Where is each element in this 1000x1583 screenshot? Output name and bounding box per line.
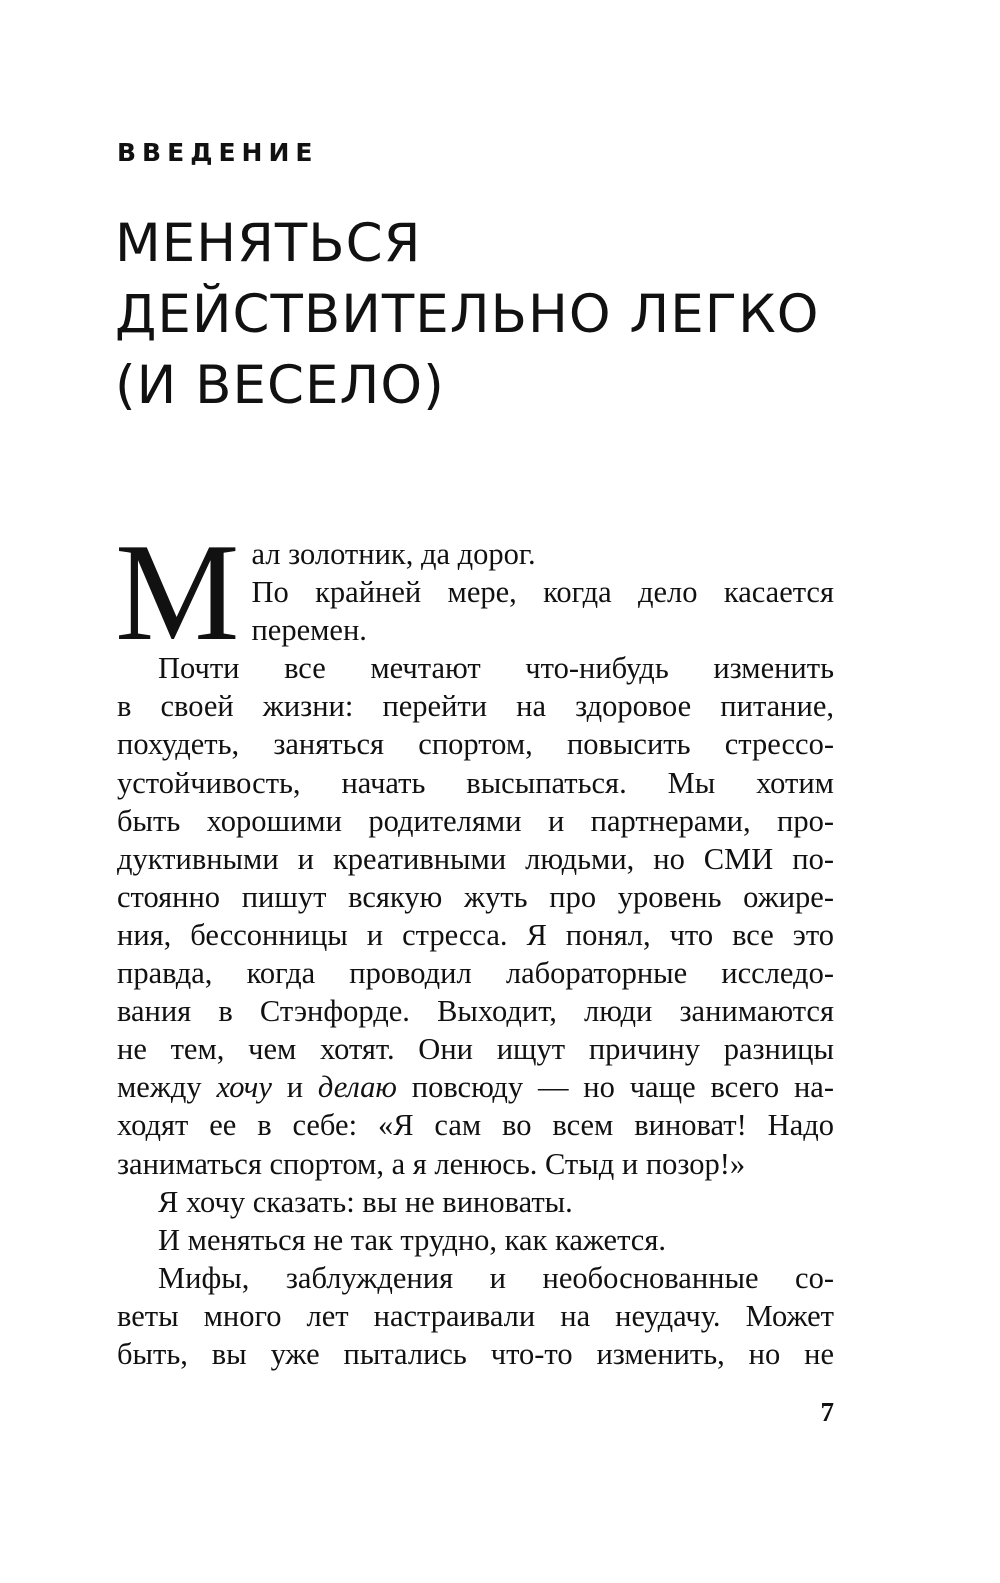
paragraph-5	[117, 1259, 834, 1373]
emphasis-word: хочу	[216, 1070, 272, 1105]
text-fragment: между	[117, 1070, 217, 1105]
text-line: Почти все мечтают что-нибудь изменить	[158, 651, 834, 686]
text-line: вания в Стэнфорде. Выходит, люди занимаются	[117, 994, 834, 1029]
text-fragment: повсюду — но чаще всего на-	[396, 1070, 834, 1105]
text-line: Мифы, заблуждения и необоснованные со-	[158, 1260, 834, 1295]
text-line: ния, бессонницы и стресса. Я понял, что все это	[117, 917, 834, 952]
text-line-with-emphasis	[117, 1068, 834, 1106]
text-fragment: и	[271, 1070, 318, 1105]
emphasis-word: делаю	[317, 1070, 397, 1105]
text-line: Я хочу сказать: вы не виноваты.	[158, 1184, 573, 1219]
chapter-title	[115, 208, 915, 421]
text-line: устойчивость, начать высыпаться. Мы хотим	[117, 765, 834, 800]
text-line: заниматься спортом, а я ленюсь. Стыд и позор!»	[117, 1146, 746, 1181]
paragraph-3	[117, 1183, 834, 1221]
text-line: ходят ее в себе: «Я сам во всем виноват! Надо	[117, 1108, 834, 1143]
text-line: не тем, чем хотят. Они ищут причину разницы	[117, 1032, 834, 1067]
paragraph-4	[117, 1221, 834, 1259]
text-line: По крайней мере, когда дело касается	[251, 575, 834, 610]
page-number: 7	[820, 1397, 834, 1427]
drop-cap: М	[115, 515, 240, 670]
text-line: похудеть, заняться спортом, повысить стрессо-	[117, 727, 834, 762]
text-line: быть хорошими родителями и партнерами, про-	[117, 803, 834, 838]
chapter-title-line-2: ДЕЙСТВИТЕЛЬНО ЛЕГКО	[115, 284, 820, 345]
body-text	[115, 515, 834, 1373]
text-line: И меняться не так трудно, как кажется.	[158, 1222, 666, 1257]
text-line: перемен.	[251, 613, 367, 648]
text-line: быть, вы уже пытались что-то изменить, но не	[117, 1336, 834, 1371]
text-line: правда, когда проводил лабораторные исследо-	[117, 956, 834, 991]
chapter-title-line-1: МЕНЯТЬСЯ	[115, 213, 422, 274]
text-line: в своей жизни: перейти на здоровое питание,	[117, 689, 834, 724]
paragraph-2	[117, 649, 834, 1182]
text-line: веты много лет настраивали на неудачу. Может	[117, 1298, 834, 1333]
text-line: ал золотник, да дорог.	[251, 537, 536, 571]
text-line: стоянно пишут всякую жуть про уровень ожире-	[117, 879, 834, 914]
text-line: дуктивными и креативными людьми, но СМИ по-	[117, 841, 834, 876]
section-label: ВВЕДЕНИЕ	[117, 138, 319, 167]
chapter-title-line-3: (И ВЕСЕЛО)	[115, 355, 445, 416]
